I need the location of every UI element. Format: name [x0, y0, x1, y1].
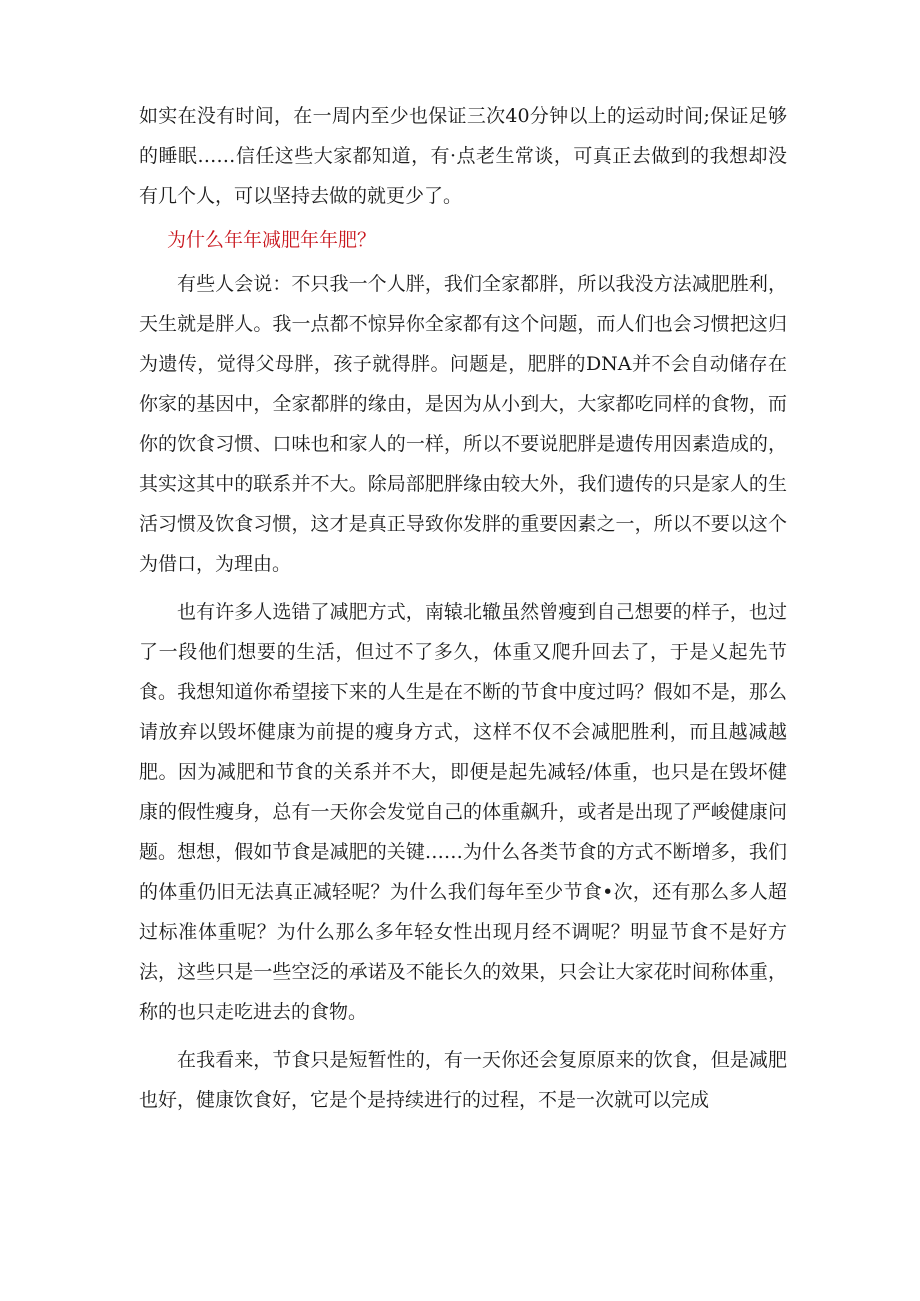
document-body	[139, 96, 787, 1120]
section-heading: 为什么年年减肥年年肥？	[167, 229, 377, 251]
paragraph-dieting: 也有许多人选错了减肥方式，南辕北辙虽然曾瘦到自己想要的样子，也过了一段他们想要的生活，但过不了多久，体重又爬升回去了，于是乂起先节食。我想知道你希望接下来的人生是在不断的节食中度过吗？假如不是，那么请放弃以毁坏健康为前提的瘦身方式，这样不仅不会减肥胜利，而且越减越肥。因为减肥和节食的关系并不大，即便是起先减轻/体重，也只是在毁坏健康的假性瘦身，总有一天你会发觉自己的体重飙升，或者是出现了严峻健康问题。想想，假如节食是减肥的关键……为什么各类节食的方式不断增多，我们的体重仍旧无法真正减轻呢？为什么我们每年至少节食•次，还有那么多人超过标准体重呢？为什么那么多年轻女性出现月经不调呢？明显节食不是好方法，这些只是一些空泛的承诺及不能长久的效果，只会让大家花时间称体重，称的也只走吃进去的食物。	[139, 601, 787, 1023]
paragraph-opinion: 在我看来，节食只是短暂性的，有一天你还会复原原来的饮食，但是减肥也好，健康饮食好，它是个是持续进行的过程，不是一次就可以完成	[139, 1049, 787, 1111]
paragraph-continuation: 如实在没有时间，在一周内至少也保证三次40分钟以上的运动时间;保证足够的睡眠……信任这些大家都知道，有·点老生常谈，可真正去做到的我想却没有几个人，可以坚持去做的就更少了。	[139, 105, 787, 207]
paragraph-heredity: 有些人会说：不只我一个人胖，我们全家都胖，所以我没方法减肥胜利，天生就是胖人。我一点都不惊异你全家都有这个问题，而人们也会习惯把这归为遗传，觉得父母胖，孩子就得胖。问题是，肥胖的DNA并不会自动储存在你家的基因中，全家都胖的缘由，是因为从小到大，大家都吃同样的食物，而你的饮食习惯、口味也和家人的一样，所以不要说肥胖是遗传用因素造成的，其实这其中的联系并不大。除局部肥胖缘由较大外，我们遗传的只是家人的生活习惯及饮食习惯，这才是真正导致你发胖的重要因素之一，所以不要以这个为借口，为理由。	[139, 273, 787, 575]
